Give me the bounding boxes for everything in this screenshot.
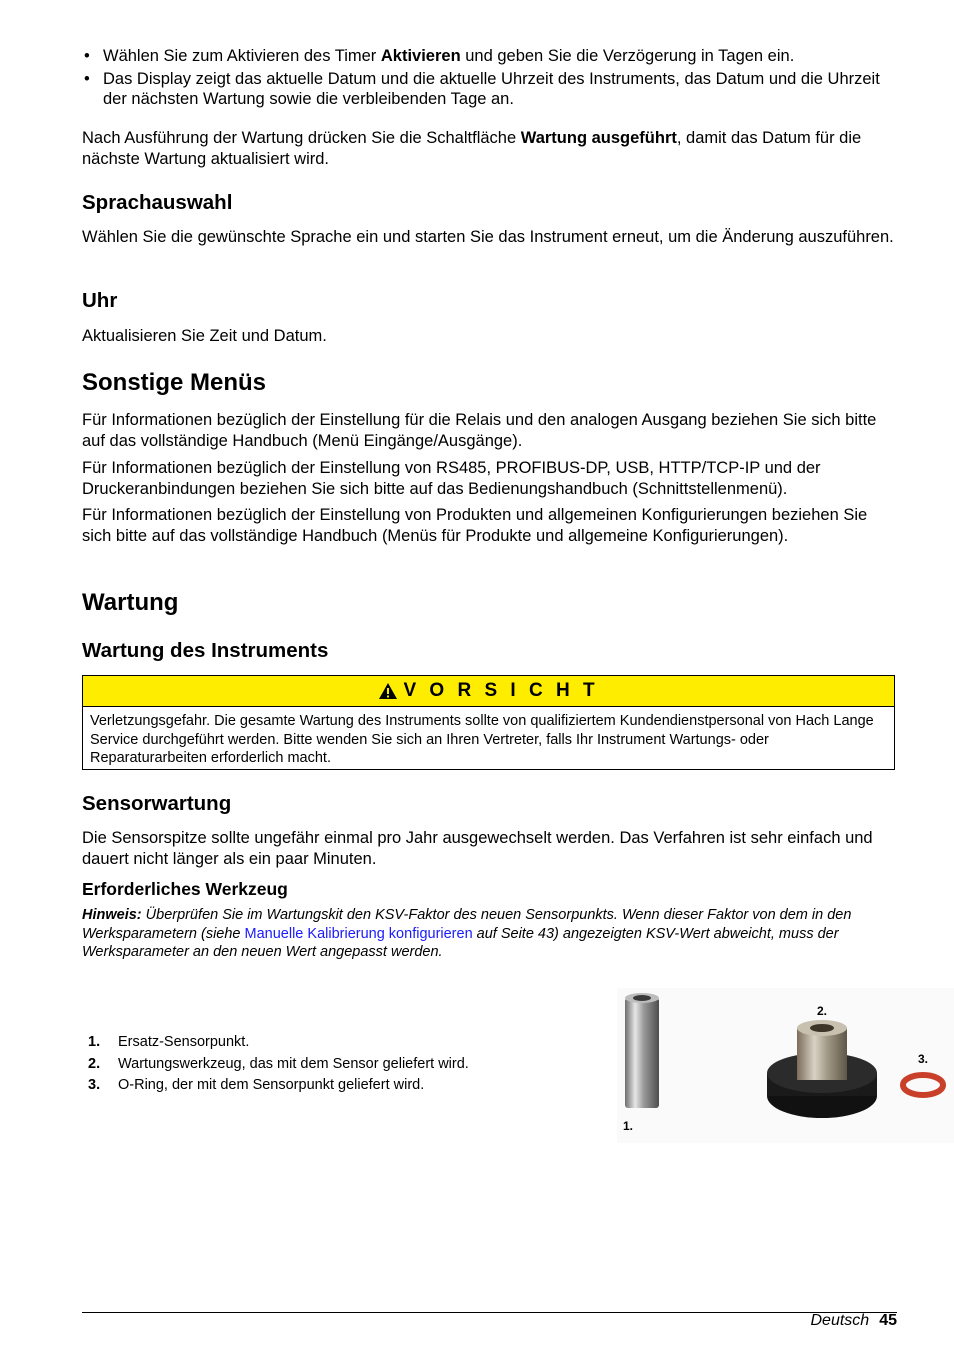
bullet-item: • Das Display zeigt das aktuelle Datum und die aktuelle Uhrzeit des Instruments, das Datum und die Uhrzeit der nächsten Wartung sowie die verbleibenden Tage an. [82, 69, 897, 110]
bullet-item: • Wählen Sie zum Aktivieren des Timer Aktivieren und geben Sie die Verzögerung in Tagen ein. [82, 46, 897, 67]
heading-sonstige-menus: Sonstige Menüs [82, 369, 267, 396]
heading-wartung-des-instruments: Wartung des Instruments [82, 639, 329, 662]
parts-item: 2. Wartungswerkzeug, das mit dem Sensor geliefert wird. [88, 1055, 469, 1072]
figure-label: 1. [623, 1119, 634, 1133]
parts-item: 3. O-Ring, der mit dem Sensorpunkt geliefert wird. [88, 1077, 425, 1093]
caution-box [82, 675, 895, 770]
heading-sprachauswahl: Sprachauswahl [82, 191, 233, 214]
heading-erforderliches-werkzeug: Erforderliches Werkzeug [82, 879, 288, 899]
figure-label: 3. [918, 1052, 929, 1066]
maintenance-kit-figure [617, 988, 954, 1143]
sensor-tip-image [625, 993, 659, 1108]
sprachauswahl-text: Wählen Sie die gewünschte Sprache ein und starten Sie das Instrument erneut, um die Änderung auszuführen. [82, 228, 894, 246]
sonstige-paragraph: Für Informationen bezüglich der Einstellung von RS485, PROFIBUS-DP, USB, HTTP/TCP-IP und der Druckeranbindungen beziehen Sie sich bitte auf das Bedienungshandbuch (Schnittstellenmenü). [82, 459, 821, 498]
heading-wartung: Wartung [82, 589, 179, 616]
caution-header [83, 676, 894, 707]
maintenance-done-paragraph: Nach Ausführung der Wartung drücken Sie die Schaltfläche Wartung ausgeführt, damit das Datum für die nächste Wartung aktualisiert wird. [82, 129, 862, 168]
page-number: 45 [879, 1312, 897, 1329]
heading-sensorwartung: Sensorwartung [82, 792, 232, 815]
parts-item: 1. Ersatz-Sensorpunkt. [88, 1034, 250, 1050]
footer-language: Deutsch [810, 1312, 870, 1329]
caution-text: Verletzungsgefahr. Die gesamte Wartung des Instruments sollte von qualifiziertem Kundendienstpersonal von Hach Lange Service durchgeführt werden. Bitte wenden Sie sich an Ihren Vertreter, falls Ihr Instrument Wartungs- oder Reparaturarbeiten erforderlich macht. [90, 713, 874, 766]
note-paragraph: Hinweis: Überprüfen Sie im Wartungskit den KSV-Faktor des neuen Sensorpunkts. Wenn dieser Faktor von dem in den Werksparametern (siehe Manuelle Kalibrierung konfigurieren auf Seite 43) angezeigten KSV-Wert abweicht, muss der Werksparameter an den neuen Wert angepasst werden. [82, 907, 852, 960]
footer-divider [82, 1312, 897, 1313]
warning-triangle-icon [378, 682, 398, 700]
footer [811, 1312, 898, 1330]
sensorwartung-text: Die Sensorspitze sollte ungefähr einmal pro Jahr ausgewechselt werden. Das Verfahren ist sehr einfach und dauert nicht länger als ein paar Minuten. [82, 829, 873, 868]
parts-list [88, 1032, 469, 1097]
uhr-text: Aktualisieren Sie Zeit und Datum. [82, 327, 327, 345]
sonstige-paragraph: Für Informationen bezüglich der Einstellung für die Relais und den analogen Ausgang beziehen Sie sich bitte auf das vollständige Handbuch (Menü Eingänge/Ausgänge). [82, 411, 877, 450]
caution-label: V O R S I C H T [403, 680, 599, 701]
figure-label: 2. [817, 1004, 828, 1018]
link-manuelle-kalibrierung[interactable]: Manuelle Kalibrierung konfigurieren [244, 925, 473, 942]
sonstige-paragraph: Für Informationen bezüglich der Einstellung von Produkten und allgemeinen Konfigurierungen beziehen Sie sich bitte auf das vollständige Handbuch (Menüs für Produkte und allgemeine Konfigurierungen). [82, 506, 868, 545]
heading-uhr: Uhr [82, 289, 118, 312]
timer-bullet-list [82, 46, 897, 112]
